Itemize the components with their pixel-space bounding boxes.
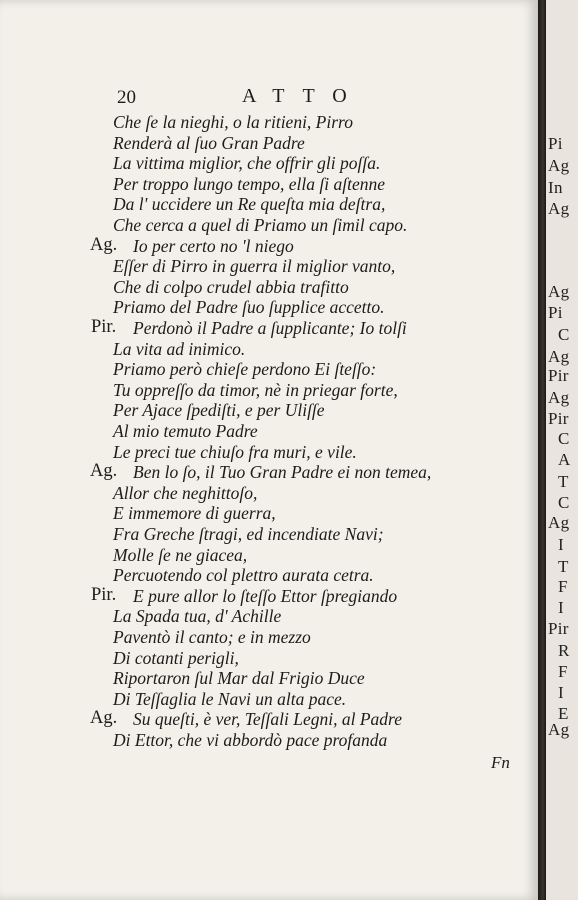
facing-page-fragment: Pir bbox=[548, 409, 569, 428]
verse-line: Di Ettor, che vi abbordò pace profanda bbox=[113, 730, 388, 750]
speaker-label: Ag. bbox=[90, 234, 118, 255]
verse-line: Tu oppreſſo da timor, nè in priegar forte, bbox=[113, 379, 398, 400]
verse-line: Di cotanti perigli, bbox=[113, 647, 239, 668]
verse-line: Percuotendo col plettro aurata cetra. bbox=[113, 565, 374, 586]
verse-line: Priamo però chieſe perdono Ei ſteſſo: bbox=[113, 359, 377, 380]
facing-page-fragment: C bbox=[558, 429, 570, 448]
verse-line: Eſſer di Pirro in guerra il miglior vanto, bbox=[113, 256, 396, 277]
facing-page-edge bbox=[546, 0, 578, 900]
speaker-label: Ag. bbox=[90, 461, 118, 482]
speaker-label: Ag. bbox=[90, 708, 118, 729]
facing-page-fragment: Ag bbox=[548, 513, 570, 532]
facing-page-fragment: Ag bbox=[548, 156, 570, 175]
verse-line: Al mio temuto Padre bbox=[113, 421, 258, 441]
verse-line: Paventò il canto; e in mezzo bbox=[113, 627, 311, 647]
facing-page-fragment: F bbox=[558, 577, 568, 596]
verse-line: La Spada tua, d' Achille bbox=[113, 606, 282, 627]
verse-line: Molle ſe ne giacea, bbox=[113, 544, 248, 565]
facing-page-fragment: C bbox=[558, 493, 570, 512]
facing-page-fragment: Ag bbox=[548, 347, 570, 366]
facing-page-fragment: Ag bbox=[548, 720, 570, 739]
facing-page-fragment: C bbox=[558, 325, 570, 344]
facing-page-fragment: Pir bbox=[548, 619, 569, 638]
verse-line: Ben lo ſo, il Tuo Gran Padre ei non temea, bbox=[133, 462, 432, 483]
book-gutter bbox=[538, 0, 546, 900]
verse-line: Su queſti, è ver, Teſſali Legni, al Padre bbox=[133, 709, 402, 730]
facing-page-fragment: Pir bbox=[548, 366, 569, 385]
page-header bbox=[110, 87, 530, 113]
verse-line: Fra Greche ſtragi, ed incendiate Navi; bbox=[113, 524, 384, 544]
facing-page-fragment: T bbox=[558, 472, 569, 491]
catchword: Fn bbox=[491, 753, 510, 772]
verse-line: Le preci tue chiuſo fra muri, e vile. bbox=[113, 441, 357, 462]
verse-line: Per Ajace ſpediſti, e per Uliſſe bbox=[113, 400, 325, 421]
facing-page-fragment: I bbox=[558, 683, 564, 702]
verse-line: Che di colpo crudel abbia trafitto bbox=[113, 276, 349, 297]
facing-page-fragment: R bbox=[558, 641, 570, 660]
running-title: ATTO bbox=[242, 85, 365, 107]
facing-page-fragment: A bbox=[558, 450, 571, 469]
verse-line: Di Teſſaglia le Navi un alta pace. bbox=[113, 688, 347, 709]
speaker-label: Pir. bbox=[91, 584, 117, 605]
speaker-label: Pir. bbox=[91, 317, 117, 337]
facing-page-fragment: Pi bbox=[548, 303, 563, 322]
verse-line: Allor che neghittoſo, bbox=[113, 482, 258, 503]
facing-page-fragment: Ag bbox=[548, 388, 570, 407]
facing-page-fragment: I bbox=[558, 535, 564, 554]
facing-page-fragment: Ag bbox=[548, 199, 570, 218]
verse-line: Che cerca a quel di Priamo un ſimil capo. bbox=[113, 215, 408, 235]
verse-line: Riportaron ſul Mar dal Frigio Duce bbox=[113, 668, 365, 689]
facing-page-fragment: E bbox=[558, 704, 569, 723]
verse-line: Che ſe la nieghi, o la ritieni, Pirro bbox=[113, 112, 353, 132]
verse-line: E pure allor lo ſteſſo Ettor ſpregiando bbox=[133, 585, 398, 606]
verse-line: La vita ad inimico. bbox=[113, 338, 246, 359]
verse-line: Perdonò il Padre a ſupplicante; Io tolſi bbox=[133, 318, 407, 338]
verse-line: Priamo del Padre ſuo ſupplice accetto. bbox=[113, 297, 385, 318]
facing-page-fragment: In bbox=[548, 178, 563, 197]
verse-line: Per troppo lungo tempo, ella ſi aſtenne bbox=[113, 173, 386, 194]
facing-page-fragment: F bbox=[558, 662, 568, 681]
facing-page-fragment: Ag bbox=[548, 282, 570, 301]
verse-line: Renderà al ſuo Gran Padre bbox=[113, 132, 305, 153]
facing-page-fragment: I bbox=[558, 598, 564, 617]
verse-line: E immemore di guerra, bbox=[113, 503, 276, 524]
page-number: 20 bbox=[117, 87, 136, 108]
verse-line: Da l' uccidere un Re queſta mia deſtra, bbox=[113, 194, 386, 215]
verse-line: La vittima miglior, che offrir gli poſſa. bbox=[113, 153, 381, 174]
facing-page-fragment: Pi bbox=[548, 134, 563, 153]
facing-page-fragment: T bbox=[558, 557, 569, 576]
verse-line: Io per certo no 'l niego bbox=[133, 235, 294, 256]
